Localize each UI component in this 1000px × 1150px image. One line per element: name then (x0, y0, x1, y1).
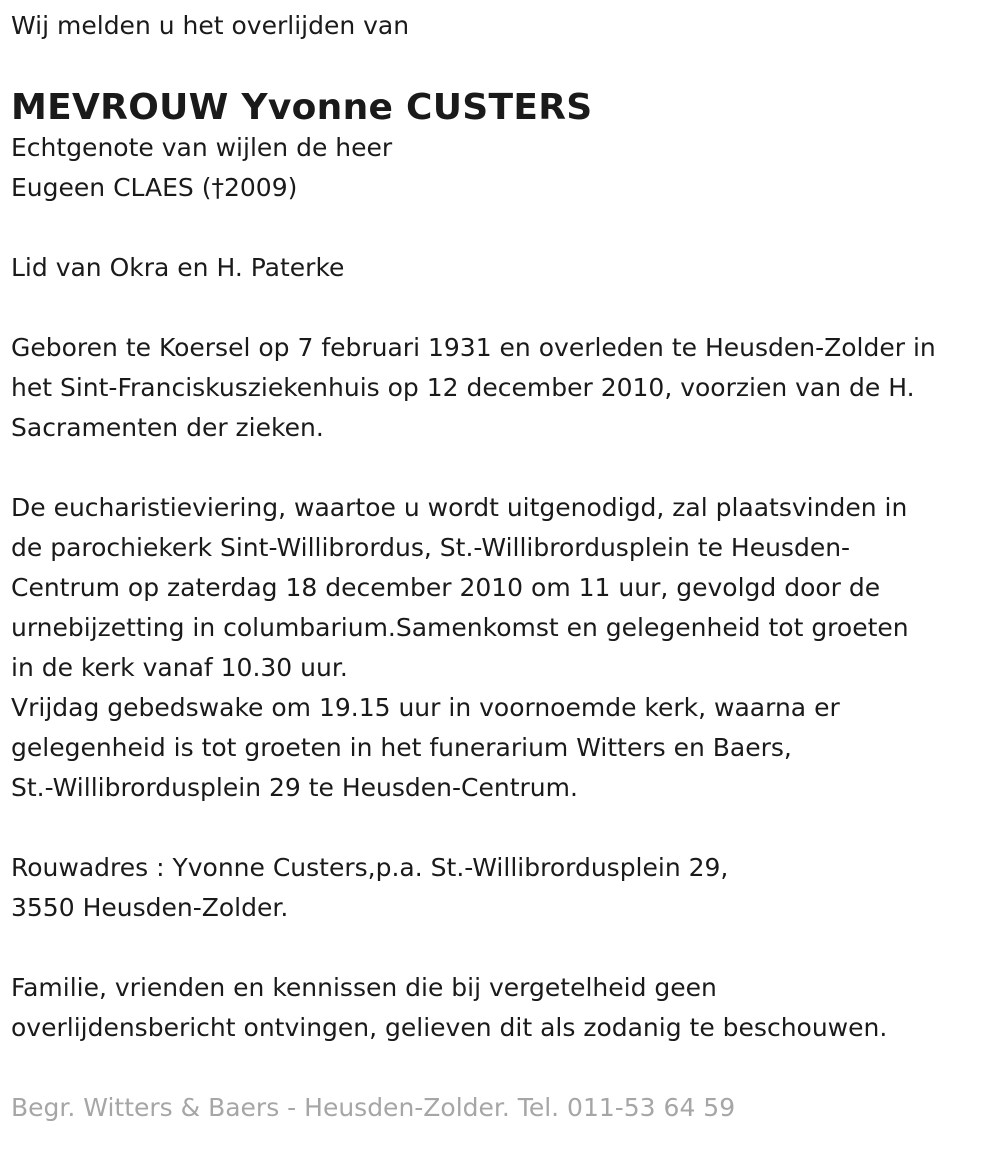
death-notice (11, 6, 986, 1128)
paragraph-line: urnebijzetting in columbarium.Samenkomst en gelegenheid tot groeten (11, 613, 909, 642)
family-note-paragraph (11, 968, 986, 1048)
spouse-line-1: Echtgenote van wijlen de heer (11, 133, 393, 162)
spacer (11, 808, 986, 848)
paragraph-line: Geboren te Koersel op 7 februari 1931 en overleden te Heusden-Zolder in (11, 333, 936, 362)
address-paragraph (11, 848, 986, 928)
paragraph-line: Vrijdag gebedswake om 19.15 uur in voornoemde kerk, waarna er (11, 693, 840, 722)
intro-text: Wij melden u het overlijden van (11, 11, 410, 40)
spouse-line-2: Eugeen CLAES (†2009) (11, 173, 298, 202)
deceased-name: MEVROUW Yvonne CUSTERS (11, 87, 593, 128)
paragraph-line: St.-Willibrordusplein 29 te Heusden-Centrum. (11, 773, 578, 802)
spacer (11, 1048, 986, 1088)
membership-text: Lid van Okra en H. Paterke (11, 253, 345, 282)
paragraph-line: gelegenheid is tot groeten in het funerarium Witters en Baers, (11, 733, 792, 762)
paragraph-line: de parochiekerk Sint-Willibrordus, St.-Willibrordusplein te Heusden- (11, 533, 851, 562)
spacer (11, 928, 986, 968)
paragraph-line: in de kerk vanaf 10.30 uur. (11, 653, 348, 682)
spacer (11, 448, 986, 488)
spacer (11, 288, 986, 328)
paragraph-line: het Sint-Franciskusziekenhuis op 12 december 2010, voorzien van de H. (11, 373, 915, 402)
birth-death-paragraph (11, 328, 986, 448)
paragraph-line: Centrum op zaterdag 18 december 2010 om 11 uur, gevolgd door de (11, 573, 881, 602)
paragraph-line: Rouwadres : Yvonne Custers,p.a. St.-Willibrordusplein 29, (11, 853, 729, 882)
undertaker-footer: Begr. Witters & Baers - Heusden-Zolder. Tel. 011-53 64 59 (11, 1093, 736, 1122)
service-paragraph (11, 488, 986, 808)
paragraph-line: Sacramenten der zieken. (11, 413, 324, 442)
paragraph-line: Familie, vrienden en kennissen die bij vergetelheid geen (11, 973, 717, 1002)
paragraph-line: 3550 Heusden-Zolder. (11, 893, 289, 922)
paragraph-line: De eucharistieviering, waartoe u wordt uitgenodigd, zal plaatsvinden in (11, 493, 908, 522)
spacer (11, 208, 986, 248)
paragraph-line: overlijdensbericht ontvingen, gelieven dit als zodanig te beschouwen. (11, 1013, 888, 1042)
spacer (11, 46, 986, 86)
